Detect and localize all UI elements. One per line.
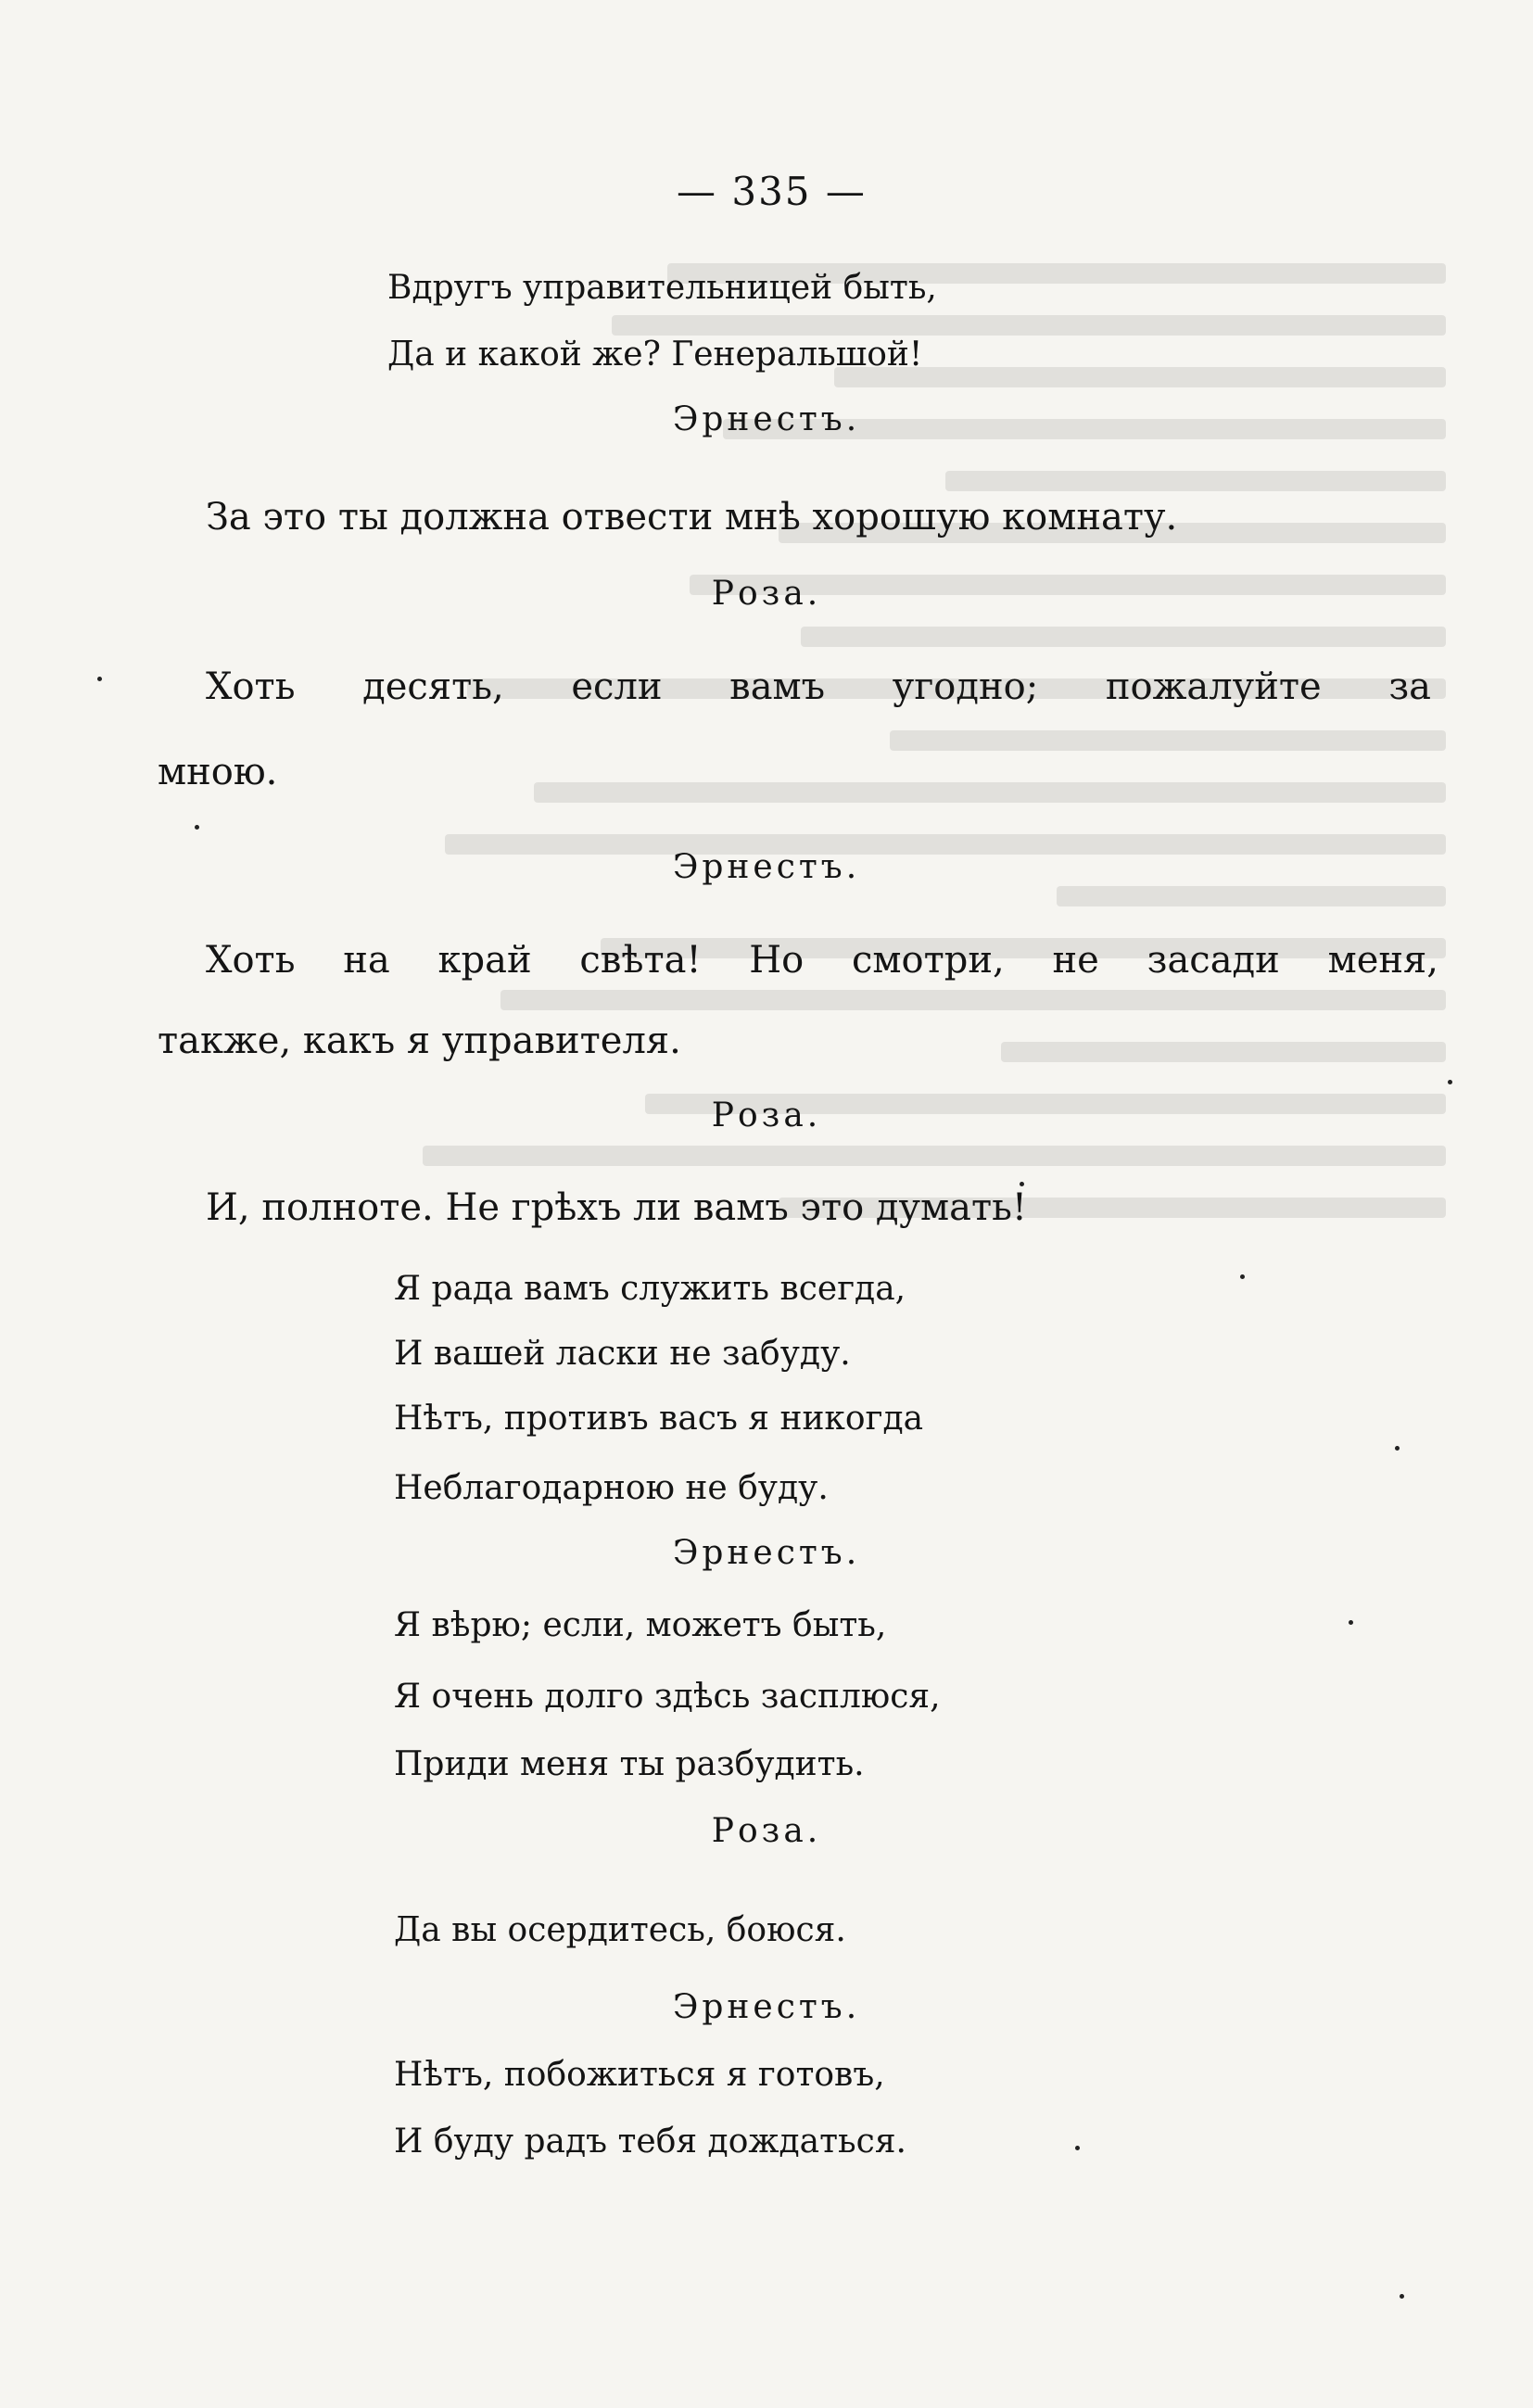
verse-line: Вдругъ управительницей быть, <box>387 269 937 307</box>
prose-line: мною. <box>158 751 278 793</box>
ink-speck <box>1240 1274 1245 1279</box>
ink-speck <box>1075 2146 1080 2150</box>
speaker-name: Роза. <box>711 575 822 613</box>
verse-line: Нѣтъ, противъ васъ я никогда <box>394 1400 924 1438</box>
verse-line: Да и какой же? Генеральшой! <box>387 336 923 374</box>
prose-line: Хоть десять, если вамъ угодно; пожалуйте за <box>206 665 1431 708</box>
speaker-name: Эрнестъ. <box>672 400 861 438</box>
verse-line: Я рада вамъ служить всегда, <box>394 1270 906 1308</box>
page-number: — 335 — <box>677 169 867 214</box>
ink-speck <box>1448 1080 1452 1084</box>
verse-line: Нѣтъ, побожиться я готовъ, <box>394 2056 885 2094</box>
speaker-name: Эрнестъ. <box>672 848 861 886</box>
speaker-name: Эрнестъ. <box>672 1534 861 1572</box>
verse-line: Я вѣрю; если, можетъ быть, <box>394 1606 887 1644</box>
ink-speck <box>97 677 102 681</box>
ink-speck <box>1395 1446 1400 1451</box>
speaker-name: Эрнестъ. <box>672 1988 861 2026</box>
verse-line: Приди меня ты разбудить. <box>394 1745 865 1783</box>
ink-speck <box>1349 1620 1353 1625</box>
speaker-name: Роза. <box>711 1812 822 1850</box>
prose-line: За это ты должна отвести мнѣ хорошую комнату. <box>206 496 1178 539</box>
verse-line: Неблагодарною не буду. <box>394 1469 829 1507</box>
prose-line: также, какъ я управителя. <box>158 1020 681 1062</box>
verse-line: И буду радъ тебя дождаться. <box>394 2123 906 2161</box>
verse-line: Да вы осердитесь, боюся. <box>394 1911 846 1949</box>
ink-speck <box>195 825 199 830</box>
ink-speck <box>1020 1182 1024 1186</box>
speaker-name: Роза. <box>711 1096 822 1134</box>
prose-line: И, полноте. Не грѣхъ ли вамъ это думать! <box>206 1186 1027 1229</box>
verse-line: И вашей ласки не забуду. <box>394 1335 851 1373</box>
prose-line: Хоть на край свѣта! Но смотри, не засади меня, <box>206 939 1438 982</box>
ink-speck <box>1400 2294 1404 2299</box>
verse-line: Я очень долго здѣсь засплюся, <box>394 1678 941 1716</box>
